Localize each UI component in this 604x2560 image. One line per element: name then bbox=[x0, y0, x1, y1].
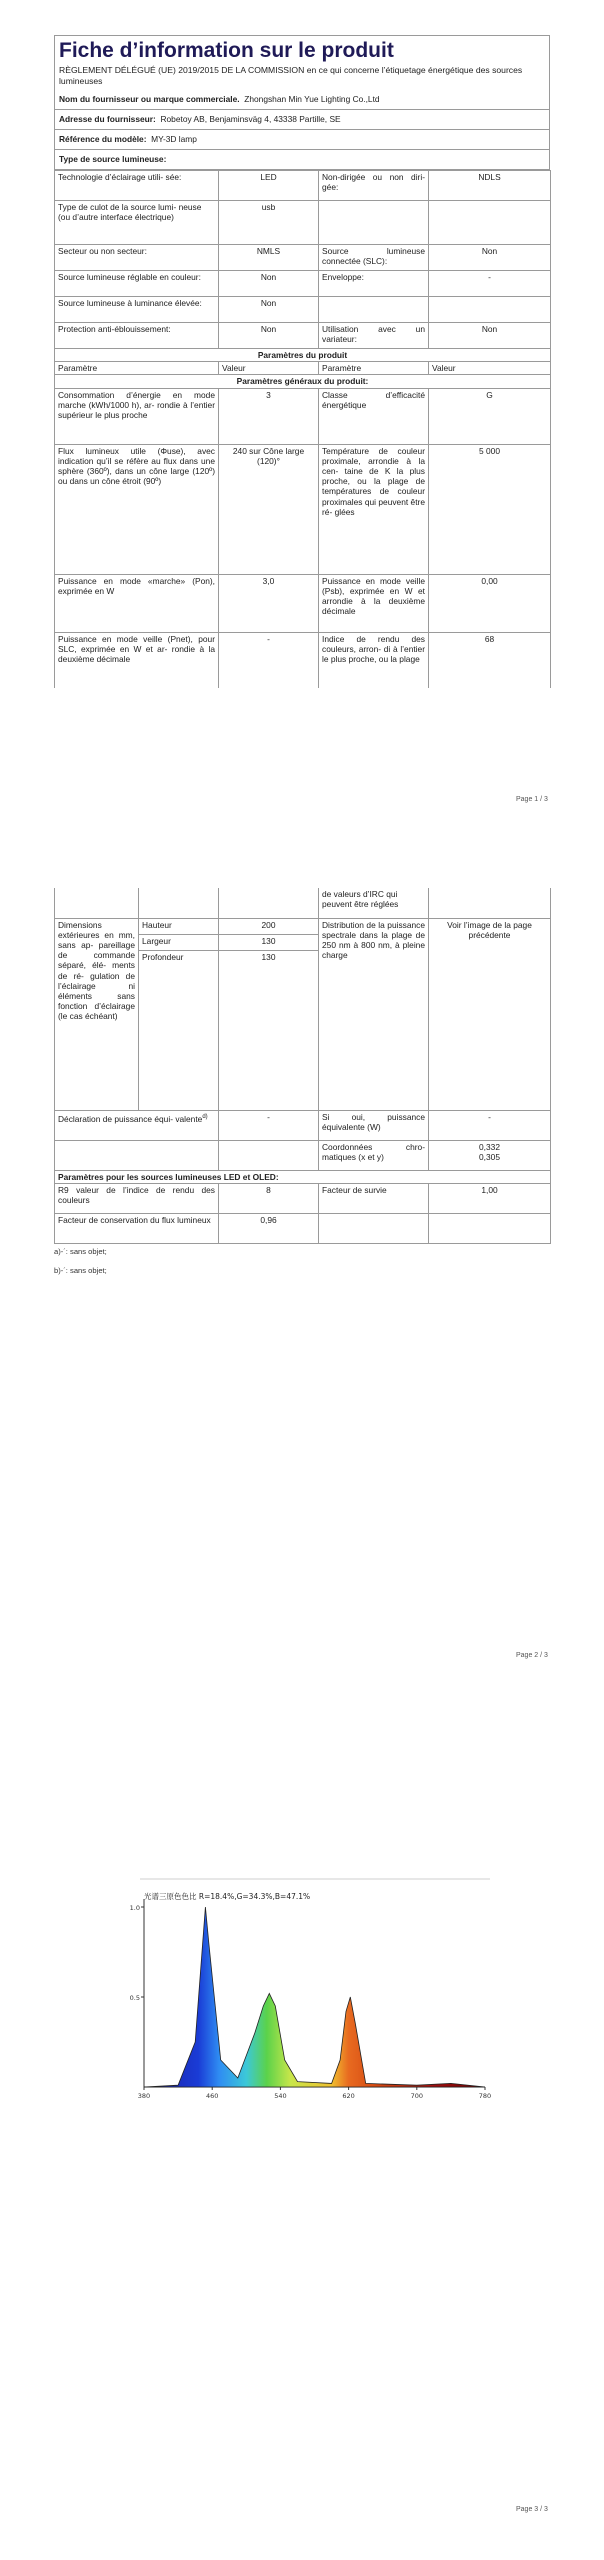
cell-label: Distribution de la puissance spectrale dans la plage de 250 nm à 800 nm, à pleine charge bbox=[319, 918, 429, 1110]
footnote-b: b)-´: sans objet; bbox=[54, 1265, 107, 1275]
sheet-1 bbox=[54, 35, 550, 688]
spectrum-chart bbox=[120, 1877, 500, 2107]
cell-value: - bbox=[429, 271, 551, 297]
general-title: Paramètres généraux du produit: bbox=[55, 375, 551, 388]
header-value: Valeur bbox=[429, 362, 551, 375]
cell-value: NMLS bbox=[219, 245, 319, 271]
cell-label bbox=[55, 1140, 219, 1170]
cell-label: Facteur de conservation du flux lumineux bbox=[55, 1213, 219, 1243]
dim-value: 130 bbox=[219, 934, 319, 950]
x-tick-label: 460 bbox=[205, 2092, 219, 2100]
table-row bbox=[55, 1170, 551, 1183]
supplier-label: Nom du fournisseur ou marque commerciale. bbox=[59, 94, 240, 104]
cell-value: Non bbox=[429, 323, 551, 349]
dim-name: Largeur bbox=[139, 934, 219, 950]
cell-value: 5 000 bbox=[429, 444, 551, 574]
cell-value: 3,0 bbox=[219, 574, 319, 632]
footnote-a: a)-´: sans objet; bbox=[54, 1246, 107, 1256]
table-row bbox=[55, 1140, 551, 1170]
cell-label: Type de culot de la source lumi- neuse (ou d’autre interface électrique) bbox=[55, 201, 219, 245]
cell-label: Source lumineuse réglable en couleur: bbox=[55, 271, 219, 297]
cell-label bbox=[319, 1213, 429, 1243]
page-title: Fiche d’information sur le produit bbox=[59, 39, 394, 62]
table-row bbox=[55, 171, 551, 201]
cell-value: Voir l’image de la page précédente bbox=[429, 918, 551, 1110]
table-row bbox=[55, 388, 551, 444]
cell-label bbox=[319, 201, 429, 245]
source-type-label: Type de source lumineuse: bbox=[59, 154, 167, 164]
cell-value: 0,96 bbox=[219, 1213, 319, 1243]
table-row bbox=[55, 1213, 551, 1243]
cell-label bbox=[319, 297, 429, 323]
cell-label: Flux lumineux utile (Φuse), avec indication qu’il se réfère au flux dans une sphère (360º), dans un cône large (120º) ou dans un cône étroit (90º) bbox=[55, 444, 219, 574]
table-row bbox=[55, 444, 551, 574]
table-row bbox=[55, 1110, 551, 1140]
cell-label: Utilisation avec un variateur: bbox=[319, 323, 429, 349]
supplier-line bbox=[54, 90, 550, 110]
cell-value: NDLS bbox=[429, 171, 551, 201]
cell-label: Source lumineuse connectée (SLC): bbox=[319, 245, 429, 271]
cell-label: Coordonnées chro- matiques (x et y) bbox=[319, 1140, 429, 1170]
cell-value: 1,00 bbox=[429, 1183, 551, 1213]
chroma-x: 0,332 bbox=[479, 1141, 500, 1152]
cell-value: Non bbox=[429, 245, 551, 271]
cell-value: 240 sur Cône large (120)° bbox=[219, 444, 319, 574]
model-line bbox=[54, 130, 550, 150]
table-row bbox=[55, 888, 551, 918]
cell-label: Consommation d’énergie en mode marche (kWh/1000 h), ar- rondie à l’entier supérieur le plus proche bbox=[55, 388, 219, 444]
cell-label: Puissance en mode veille (Psb), exprimée en W et arrondie à la deuxième décimale bbox=[319, 574, 429, 632]
source-type-line bbox=[54, 150, 550, 170]
cell-label: Source lumineuse à luminance élevée: bbox=[55, 297, 219, 323]
y-tick-label: 0.5 bbox=[129, 1994, 140, 2002]
dims-label: Dimensions extérieures en mm, sans ap- pareillage de commande séparé, élé- ments de ré- gulation de l’éclairage ni éléments sans fonction d’éclairage (le cas échéant) bbox=[55, 918, 139, 1110]
y-tick-label: 1.0 bbox=[129, 1904, 140, 1912]
cell-label: Facteur de survie bbox=[319, 1183, 429, 1213]
cell-label: Technologie d’éclairage utili- sée: bbox=[55, 171, 219, 201]
cell-value: 3 bbox=[219, 388, 319, 444]
params-title: Paramètres du produit bbox=[55, 349, 551, 362]
x-tick-label: 620 bbox=[342, 2092, 355, 2100]
cell-label: Puissance en mode veille (Pnet), pour SLC, exprimée en W et ar- rondie à la deuxième décimale bbox=[55, 632, 219, 688]
cell-label: Puissance en mode «marche» (Pon), exprimée en W bbox=[55, 574, 219, 632]
table-row bbox=[55, 362, 551, 375]
cell-value: Non bbox=[219, 297, 319, 323]
table-row bbox=[55, 574, 551, 632]
table-row bbox=[55, 245, 551, 271]
dim-value: 130 bbox=[219, 950, 319, 1110]
cell-label: R9 valeur de l’indice de rendu des couleurs bbox=[55, 1183, 219, 1213]
table-row bbox=[55, 201, 551, 245]
cell-value: Non bbox=[219, 271, 319, 297]
title-box bbox=[54, 35, 550, 90]
x-tick-label: 380 bbox=[137, 2092, 151, 2100]
model-value: MY-3D lamp bbox=[151, 134, 197, 144]
model-label: Référence du modèle: bbox=[59, 134, 147, 144]
table-row bbox=[55, 918, 551, 934]
cell-value bbox=[219, 1140, 319, 1170]
cell-label: Classe d’efficacité énergétique bbox=[319, 388, 429, 444]
cell-label: Température de couleur proximale, arrondie à la cen- taine de K la plus proche, ou la plage de températures de couleur proximales qui peuvent être ré- glées bbox=[319, 444, 429, 574]
cell-value: 0,00 bbox=[429, 574, 551, 632]
supplier-value: Zhongshan Min Yue Lighting Co.,Ltd bbox=[244, 94, 380, 104]
chart-title: 光谱三原色色比 R=18.4%,G=34.3%,B=47.1% bbox=[144, 1892, 311, 1901]
cell-value bbox=[429, 1140, 551, 1170]
cell-label: de valeurs d’IRC qui peuvent être réglées bbox=[319, 888, 429, 918]
address-label: Adresse du fournisseur: bbox=[59, 114, 156, 124]
dim-value: 200 bbox=[219, 918, 319, 934]
cell-value bbox=[429, 201, 551, 245]
table-row bbox=[55, 1183, 551, 1213]
cell-value: LED bbox=[219, 171, 319, 201]
chart-background bbox=[120, 1877, 500, 2107]
address-value: Robetoy AB, Benjaminsväg 4, 43338 Partille, SE bbox=[160, 114, 341, 124]
table-row bbox=[55, 323, 551, 349]
cell-value: - bbox=[219, 1110, 319, 1140]
table-row bbox=[55, 375, 551, 388]
x-tick-label: 780 bbox=[478, 2092, 492, 2100]
cell-label: Non-dirigée ou non diri- gée: bbox=[319, 171, 429, 201]
header-value: Valeur bbox=[219, 362, 319, 375]
header-param: Paramètre bbox=[55, 362, 219, 375]
table-page-2 bbox=[54, 888, 551, 1244]
cell-label: Déclaration de puissance équi- valente$^{d)}$ bbox=[55, 1110, 219, 1140]
table-row bbox=[55, 349, 551, 362]
regulation-text: RÈGLEMENT DÉLÉGUÉ (UE) 2019/2015 DE LA COMMISSION en ce qui concerne l’étiquetage énergétique des sources lumineuses bbox=[59, 65, 523, 86]
chroma-y: 0,305 bbox=[479, 1151, 500, 1162]
cell-value: Non bbox=[219, 323, 319, 349]
cell-value: - bbox=[219, 632, 319, 688]
sheet-2 bbox=[54, 888, 550, 1276]
table-page-1 bbox=[54, 170, 551, 688]
address-line bbox=[54, 110, 550, 130]
cell-value: - bbox=[429, 1110, 551, 1140]
page-number: Page 1 / 3 bbox=[516, 796, 548, 803]
dim-name: Profondeur bbox=[139, 950, 219, 1110]
cell-value: 68 bbox=[429, 632, 551, 688]
cell-value: G bbox=[429, 388, 551, 444]
cell-label: Secteur ou non secteur: bbox=[55, 245, 219, 271]
table-row bbox=[55, 271, 551, 297]
x-tick-label: 700 bbox=[410, 2092, 424, 2100]
table-row bbox=[55, 297, 551, 323]
led-title: Paramètres pour les sources lumineuses LED et OLED: bbox=[55, 1170, 551, 1183]
cell-label: Si oui, puissance équivalente (W) bbox=[319, 1110, 429, 1140]
table-row bbox=[55, 632, 551, 688]
cell-label: Enveloppe: bbox=[319, 271, 429, 297]
page-number: Page 2 / 3 bbox=[516, 1652, 548, 1659]
x-tick-label: 540 bbox=[274, 2092, 287, 2100]
cell-value bbox=[429, 1213, 551, 1243]
dim-name: Hauteur bbox=[139, 918, 219, 934]
header-param: Paramètre bbox=[319, 362, 429, 375]
cell-label: Indice de rendu des couleurs, arron- di à l’entier le plus proche, ou la plage bbox=[319, 632, 429, 688]
page-number: Page 3 / 3 bbox=[516, 2506, 548, 2513]
cell-label: Protection anti-éblouissement: bbox=[55, 323, 219, 349]
cell-value bbox=[429, 297, 551, 323]
cell-value: usb bbox=[219, 201, 319, 245]
cell-value: 8 bbox=[219, 1183, 319, 1213]
